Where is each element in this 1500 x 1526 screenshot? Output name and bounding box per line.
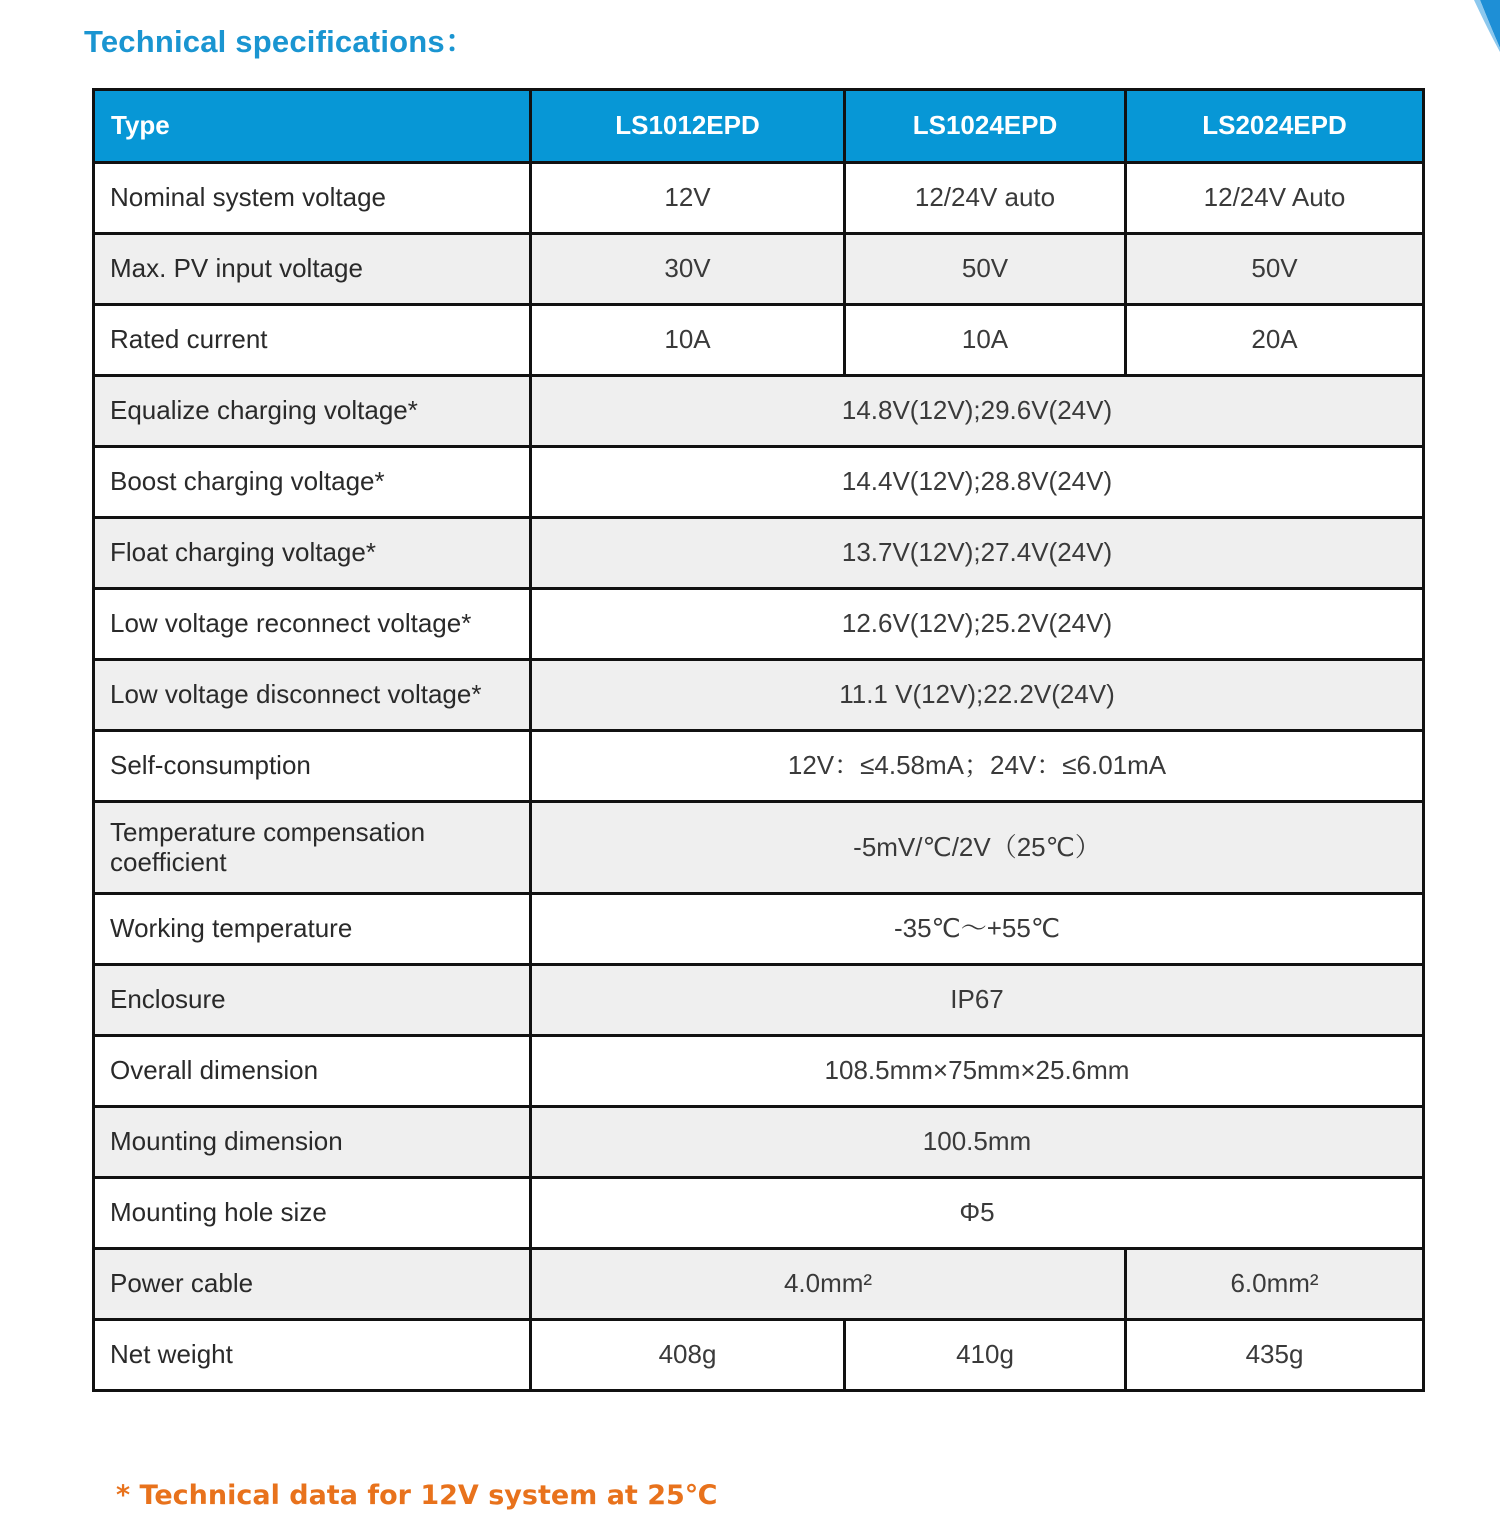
row-value: 13.7V(12V);27.4V(24V) (531, 518, 1424, 589)
table-row (94, 447, 1424, 518)
header-model: LS2024EPD (1126, 90, 1424, 163)
row-label: Temperature compensation coefficient (94, 802, 531, 894)
table-header-row (94, 90, 1424, 163)
row-value: -5mV/℃/2V（25℃） (531, 802, 1424, 894)
row-label: Enclosure (94, 965, 531, 1036)
row-label: Power cable (94, 1249, 531, 1320)
table-row (94, 965, 1424, 1036)
row-label: Net weight (94, 1320, 531, 1391)
row-value: 12/24V auto (845, 163, 1126, 234)
table-row (94, 894, 1424, 965)
row-label: Self-consumption (94, 731, 531, 802)
row-value: 20A (1126, 305, 1424, 376)
table-row (94, 1320, 1424, 1391)
row-label: Boost charging voltage* (94, 447, 531, 518)
row-value: 435g (1126, 1320, 1424, 1391)
row-value: 410g (845, 1320, 1126, 1391)
table-row (94, 731, 1424, 802)
row-value: 6.0mm² (1126, 1249, 1424, 1320)
row-value: 12.6V(12V);25.2V(24V) (531, 589, 1424, 660)
footnote: * Technical data for 12V system at 25℃ (116, 1480, 718, 1511)
row-label: Float charging voltage* (94, 518, 531, 589)
row-value: Φ5 (531, 1178, 1424, 1249)
row-label: Overall dimension (94, 1036, 531, 1107)
table-row (94, 376, 1424, 447)
row-value: 14.4V(12V);28.8V(24V) (531, 447, 1424, 518)
table-row (94, 1107, 1424, 1178)
table-row (94, 660, 1424, 731)
row-value: 50V (1126, 234, 1424, 305)
row-value: 14.8V(12V);29.6V(24V) (531, 376, 1424, 447)
row-value: 10A (531, 305, 845, 376)
row-label: Rated current (94, 305, 531, 376)
row-label: Working temperature (94, 894, 531, 965)
row-value: IP67 (531, 965, 1424, 1036)
row-label: Max. PV input voltage (94, 234, 531, 305)
row-label: Equalize charging voltage* (94, 376, 531, 447)
row-value: 12/24V Auto (1126, 163, 1424, 234)
row-value: 30V (531, 234, 845, 305)
row-value: -35℃～+55℃ (531, 894, 1424, 965)
row-value: 408g (531, 1320, 845, 1391)
row-value: 12V：≤4.58mA；24V：≤6.01mA (531, 731, 1424, 802)
row-value: 12V (531, 163, 845, 234)
page-title: Technical specifications： (84, 24, 477, 59)
row-value: 50V (845, 234, 1126, 305)
row-value: 4.0mm² (531, 1249, 1126, 1320)
row-value: 11.1 V(12V);22.2V(24V) (531, 660, 1424, 731)
row-label: Low voltage reconnect voltage* (94, 589, 531, 660)
table-row (94, 305, 1424, 376)
row-label: Low voltage disconnect voltage* (94, 660, 531, 731)
header-type: Type (94, 90, 531, 163)
table-row (94, 163, 1424, 234)
row-label: Nominal system voltage (94, 163, 531, 234)
table-row (94, 1249, 1424, 1320)
table-row (94, 1036, 1424, 1107)
row-value: 108.5mm×75mm×25.6mm (531, 1036, 1424, 1107)
table-row (94, 234, 1424, 305)
row-value: 10A (845, 305, 1126, 376)
table-row (94, 518, 1424, 589)
table-row (94, 802, 1424, 894)
row-label: Mounting dimension (94, 1107, 531, 1178)
table-row (94, 1178, 1424, 1249)
table-row (94, 589, 1424, 660)
corner-accent-graphic (1440, 0, 1500, 60)
header-model: LS1012EPD (531, 90, 845, 163)
header-model: LS1024EPD (845, 90, 1126, 163)
spec-table (92, 88, 1425, 1392)
row-label: Mounting hole size (94, 1178, 531, 1249)
row-value: 100.5mm (531, 1107, 1424, 1178)
